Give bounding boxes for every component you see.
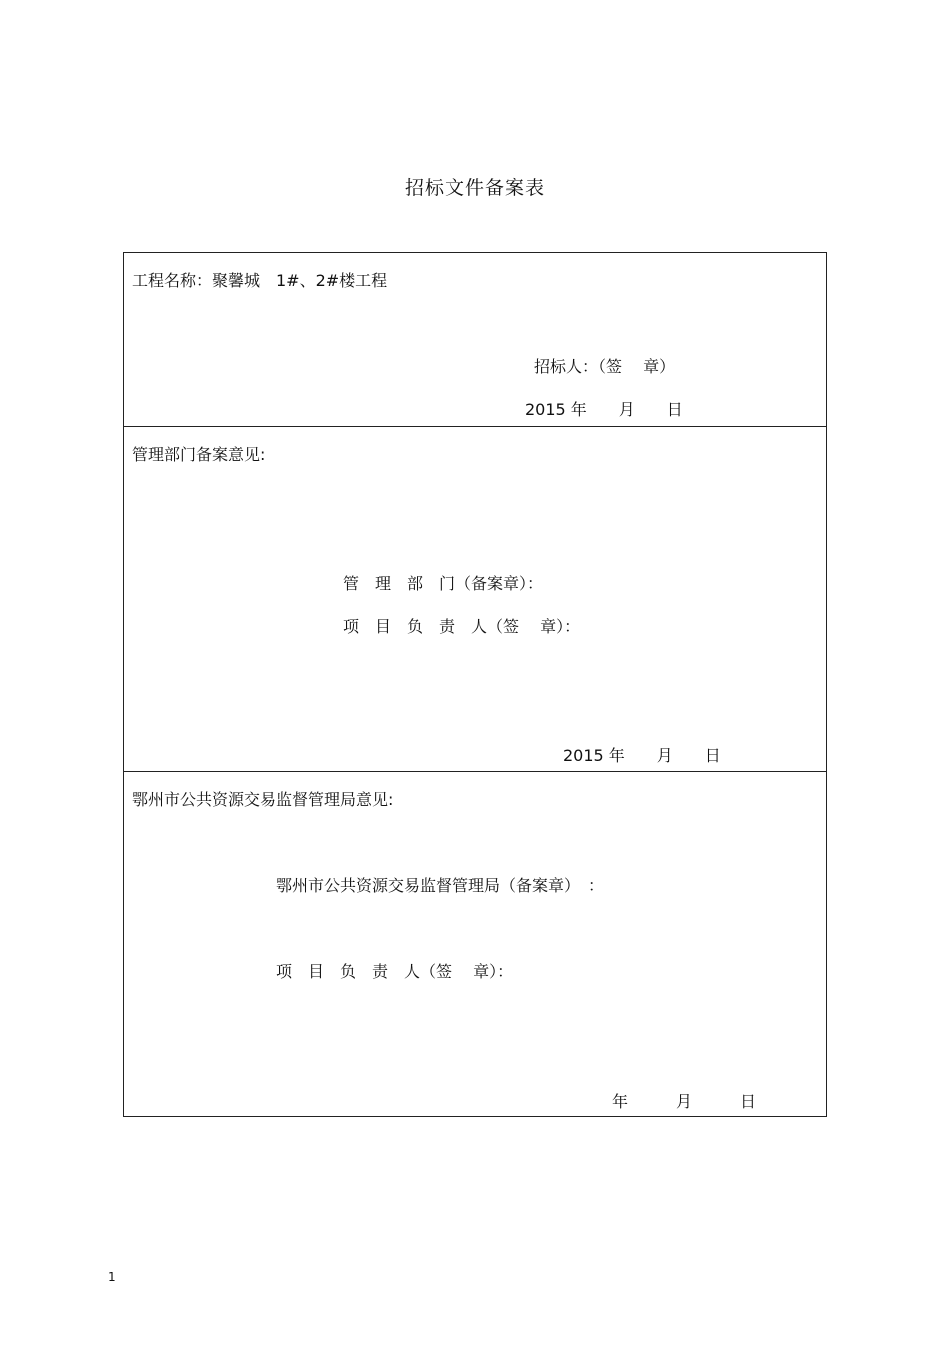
tenderer-section	[124, 253, 826, 427]
dept-person-signature-field: 项 目 负 责 人（签 章）：	[343, 617, 581, 636]
bureau-seal-field: 鄂州市公共资源交易监督管理局（备案章） ：	[276, 876, 605, 895]
project-name-field: 工程名称：聚馨城 1#、2#楼工程	[132, 271, 388, 290]
page-number: 1	[108, 1270, 116, 1284]
filing-form-table	[123, 252, 827, 1117]
bureau-person-signature-field: 项 目 负 责 人（签 章）：	[276, 962, 514, 981]
management-dept-section	[124, 427, 826, 772]
bureau-date-field: 年 月 日	[612, 1092, 757, 1111]
dept-date-field: 2015 年 月 日	[563, 746, 721, 765]
management-dept-opinion-heading: 管理部门备案意见:	[132, 445, 266, 464]
document-title: 招标文件备案表	[404, 177, 545, 199]
department-seal-field: 管 理 部 门（备案章）：	[343, 574, 544, 593]
bureau-opinion-heading: 鄂州市公共资源交易监督管理局意见:	[132, 790, 394, 809]
tenderer-date-field: 2015 年 月 日	[525, 400, 683, 419]
tenderer-signature-field: 招标人：（签 章）	[534, 357, 676, 376]
supervision-bureau-section	[124, 772, 826, 1116]
